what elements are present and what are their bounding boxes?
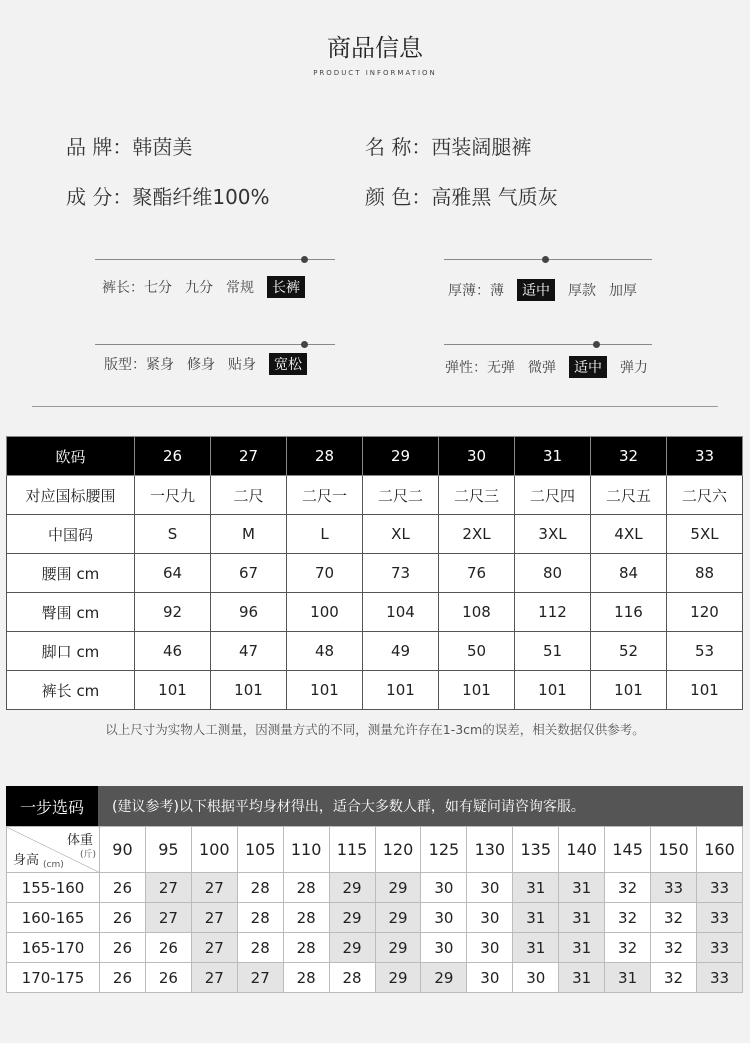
size-row <box>7 632 743 671</box>
size-cell: 二尺三 <box>439 476 515 515</box>
recommended-size-cell: 30 <box>467 963 513 993</box>
attr-option: 微弹 <box>528 360 556 376</box>
size-guide-title: 一步选码 <box>6 786 98 826</box>
weight-height-table <box>6 826 743 993</box>
recommended-size-cell: 30 <box>467 933 513 963</box>
recommended-size-cell: 27 <box>191 933 237 963</box>
size-cell: 28 <box>287 437 363 476</box>
recommended-size-cell: 31 <box>559 933 605 963</box>
recommended-size-cell: 29 <box>375 963 421 993</box>
recommended-size-cell: 29 <box>375 933 421 963</box>
size-cell: 二尺四 <box>515 476 591 515</box>
info-brand: 品 牌：韩茵美 <box>66 135 193 159</box>
size-row <box>7 671 743 710</box>
size-cell: 26 <box>135 437 211 476</box>
attr-option: 常规 <box>226 280 254 296</box>
weight-unit: (斤) <box>79 850 96 860</box>
size-cell: 欧码 <box>7 437 135 476</box>
recommended-size-cell: 28 <box>283 933 329 963</box>
weight-row <box>7 903 743 933</box>
recommended-size-cell: 31 <box>605 963 651 993</box>
recommended-size-cell: 26 <box>100 903 146 933</box>
weight-header-cell: 130 <box>467 827 513 873</box>
size-cell: 臀围 cm <box>7 593 135 632</box>
recommended-size-cell: 33 <box>696 873 742 903</box>
size-cell: 101 <box>667 671 743 710</box>
length-slider-marker <box>301 256 308 263</box>
size-cell: 二尺 <box>211 476 287 515</box>
recommended-size-cell: 27 <box>191 903 237 933</box>
size-header-row <box>7 437 743 476</box>
recommended-size-cell: 29 <box>329 903 375 933</box>
size-cell: 4XL <box>591 515 667 554</box>
attr-label: 弹性： <box>445 360 487 376</box>
recommended-size-cell: 31 <box>559 903 605 933</box>
recommended-size-cell: 27 <box>145 873 191 903</box>
attr-option: 无弹 <box>487 360 515 376</box>
size-cell: 腰围 cm <box>7 554 135 593</box>
recommended-size-cell: 28 <box>237 933 283 963</box>
weight-row <box>7 963 743 993</box>
size-cell: 101 <box>211 671 287 710</box>
recommended-size-cell: 28 <box>283 903 329 933</box>
height-range-cell: 165-170 <box>7 933 100 963</box>
size-cell: 80 <box>515 554 591 593</box>
recommended-size-cell: 32 <box>605 903 651 933</box>
size-cell: 29 <box>363 437 439 476</box>
size-cell: 二尺五 <box>591 476 667 515</box>
weight-header-row <box>7 827 743 873</box>
attr-length <box>102 276 318 298</box>
size-cell: 84 <box>591 554 667 593</box>
weight-header-cell: 105 <box>237 827 283 873</box>
recommended-size-cell: 29 <box>329 933 375 963</box>
elasticity-slider-marker <box>593 341 600 348</box>
size-table <box>6 436 743 710</box>
attr-option: 适中 <box>569 356 607 378</box>
page-title: 商品信息 <box>327 34 423 62</box>
recommended-size-cell: 29 <box>375 903 421 933</box>
weight-header-cell: 140 <box>559 827 605 873</box>
recommended-size-cell: 33 <box>696 963 742 993</box>
elasticity-slider-track <box>444 344 652 345</box>
size-cell: 70 <box>287 554 363 593</box>
size-cell: 46 <box>135 632 211 671</box>
size-cell: 104 <box>363 593 439 632</box>
size-cell: L <box>287 515 363 554</box>
length-slider-track <box>95 259 335 260</box>
recommended-size-cell: 26 <box>145 963 191 993</box>
attr-option: 贴身 <box>228 357 256 373</box>
recommended-size-cell: 27 <box>145 903 191 933</box>
height-range-cell: 170-175 <box>7 963 100 993</box>
recommended-size-cell: 31 <box>513 903 559 933</box>
height-axis-label: 身高 <box>13 853 40 868</box>
recommended-size-cell: 33 <box>696 903 742 933</box>
size-cell: 30 <box>439 437 515 476</box>
attr-option: 修身 <box>187 357 215 373</box>
size-cell: 对应国标腰围 <box>7 476 135 515</box>
info-color: 颜 色：高雅黑 气质灰 <box>365 185 558 209</box>
recommended-size-cell: 26 <box>100 873 146 903</box>
size-cell: 47 <box>211 632 287 671</box>
size-cell: 31 <box>515 437 591 476</box>
size-cell: 二尺六 <box>667 476 743 515</box>
recommended-size-cell: 26 <box>145 933 191 963</box>
size-cell: 101 <box>515 671 591 710</box>
size-cell: 88 <box>667 554 743 593</box>
weight-header-cell: 100 <box>191 827 237 873</box>
attr-label: 版型： <box>104 357 146 373</box>
recommended-size-cell: 30 <box>467 903 513 933</box>
weight-header-cell: 95 <box>145 827 191 873</box>
size-cell: 一尺九 <box>135 476 211 515</box>
recommended-size-cell: 30 <box>421 873 467 903</box>
size-cell: 96 <box>211 593 287 632</box>
attr-option: 紧身 <box>146 357 174 373</box>
recommended-size-cell: 33 <box>651 873 697 903</box>
recommended-size-cell: 28 <box>283 873 329 903</box>
recommended-size-cell: 28 <box>283 963 329 993</box>
recommended-size-cell: 28 <box>237 903 283 933</box>
size-cell: XL <box>363 515 439 554</box>
size-cell: 108 <box>439 593 515 632</box>
weight-header-cell: 110 <box>283 827 329 873</box>
height-range-cell: 155-160 <box>7 873 100 903</box>
weight-header-cell: 90 <box>100 827 146 873</box>
info-material: 成 分：聚酯纤维100% <box>66 185 270 209</box>
size-cell: 二尺二 <box>363 476 439 515</box>
size-cell: 64 <box>135 554 211 593</box>
size-cell: 120 <box>667 593 743 632</box>
attr-thickness <box>448 279 650 301</box>
recommended-size-cell: 31 <box>513 873 559 903</box>
size-cell: 33 <box>667 437 743 476</box>
size-cell: 裤长 cm <box>7 671 135 710</box>
size-cell: 112 <box>515 593 591 632</box>
size-row <box>7 554 743 593</box>
recommended-size-cell: 27 <box>191 963 237 993</box>
page-subtitle: PRODUCT INFORMATION <box>313 69 437 77</box>
attr-elasticity <box>445 356 661 378</box>
weight-header-cell: 150 <box>651 827 697 873</box>
recommended-size-cell: 32 <box>651 903 697 933</box>
size-row <box>7 515 743 554</box>
recommended-size-cell: 31 <box>559 873 605 903</box>
size-cell: 76 <box>439 554 515 593</box>
size-cell: 100 <box>287 593 363 632</box>
recommended-size-cell: 26 <box>100 963 146 993</box>
size-cell: 92 <box>135 593 211 632</box>
size-cell: 53 <box>667 632 743 671</box>
size-cell: 101 <box>591 671 667 710</box>
recommended-size-cell: 30 <box>421 903 467 933</box>
recommended-size-cell: 30 <box>513 963 559 993</box>
weight-row <box>7 933 743 963</box>
size-cell: 5XL <box>667 515 743 554</box>
attr-option: 加厚 <box>609 283 637 299</box>
size-cell: M <box>211 515 287 554</box>
recommended-size-cell: 27 <box>191 873 237 903</box>
weight-header-cell: 125 <box>421 827 467 873</box>
attr-option: 九分 <box>185 280 213 296</box>
size-cell: 101 <box>135 671 211 710</box>
height-range-cell: 160-165 <box>7 903 100 933</box>
size-cell: 27 <box>211 437 287 476</box>
size-cell: 101 <box>287 671 363 710</box>
size-cell: 101 <box>439 671 515 710</box>
size-cell: 49 <box>363 632 439 671</box>
recommended-size-cell: 29 <box>421 963 467 993</box>
recommended-size-cell: 27 <box>237 963 283 993</box>
recommended-size-cell: 29 <box>329 873 375 903</box>
size-cell: 3XL <box>515 515 591 554</box>
size-row <box>7 476 743 515</box>
size-cell: 73 <box>363 554 439 593</box>
section-divider <box>32 406 718 407</box>
size-cell: 67 <box>211 554 287 593</box>
recommended-size-cell: 31 <box>559 963 605 993</box>
table-corner-cell <box>7 827 100 873</box>
weight-row <box>7 873 743 903</box>
recommended-size-cell: 32 <box>605 873 651 903</box>
weight-header-cell: 135 <box>513 827 559 873</box>
attr-label: 裤长： <box>102 280 144 296</box>
size-cell: 脚口 cm <box>7 632 135 671</box>
attr-option: 七分 <box>144 280 172 296</box>
size-cell: 二尺一 <box>287 476 363 515</box>
recommended-size-cell: 28 <box>237 873 283 903</box>
recommended-size-cell: 26 <box>100 933 146 963</box>
attr-label: 厚薄： <box>448 283 490 299</box>
size-cell: 116 <box>591 593 667 632</box>
recommended-size-cell: 30 <box>467 873 513 903</box>
recommended-size-cell: 32 <box>605 933 651 963</box>
weight-header-cell: 160 <box>696 827 742 873</box>
attr-fit <box>104 353 320 375</box>
attr-option: 长裤 <box>267 276 305 298</box>
height-unit: (cm) <box>43 860 64 870</box>
size-cell: 50 <box>439 632 515 671</box>
recommended-size-cell: 29 <box>375 873 421 903</box>
weight-header-cell: 115 <box>329 827 375 873</box>
size-cell: 51 <box>515 632 591 671</box>
size-cell: 32 <box>591 437 667 476</box>
weight-header-cell: 120 <box>375 827 421 873</box>
weight-axis-label: 体重 <box>66 833 93 848</box>
fit-slider-marker <box>301 341 308 348</box>
recommended-size-cell: 32 <box>651 933 697 963</box>
weight-header-cell: 145 <box>605 827 651 873</box>
info-name: 名 称：西装阔腿裤 <box>365 135 532 159</box>
fit-slider-track <box>95 344 335 345</box>
size-cell: S <box>135 515 211 554</box>
recommended-size-cell: 32 <box>651 963 697 993</box>
size-cell: 101 <box>363 671 439 710</box>
recommended-size-cell: 31 <box>513 933 559 963</box>
attr-option: 弹力 <box>620 360 648 376</box>
attr-option: 薄 <box>490 283 504 299</box>
size-cell: 2XL <box>439 515 515 554</box>
size-cell: 52 <box>591 632 667 671</box>
size-guide-bar <box>6 786 743 826</box>
attr-option: 厚款 <box>568 283 596 299</box>
size-guide-description: (建议参考)以下根据平均身材得出，适合大多数人群，如有疑问请咨询客服。 <box>112 799 585 815</box>
size-row <box>7 593 743 632</box>
size-cell: 中国码 <box>7 515 135 554</box>
measurement-note: 以上尺寸为实物人工测量，因测量方式的不同，测量允许存在1-3cm的误差，相关数据仅供参考。 <box>105 722 645 737</box>
attr-option: 宽松 <box>269 353 307 375</box>
attr-option: 适中 <box>517 279 555 301</box>
size-cell: 48 <box>287 632 363 671</box>
thickness-slider-marker <box>542 256 549 263</box>
recommended-size-cell: 30 <box>421 933 467 963</box>
recommended-size-cell: 33 <box>696 933 742 963</box>
recommended-size-cell: 28 <box>329 963 375 993</box>
